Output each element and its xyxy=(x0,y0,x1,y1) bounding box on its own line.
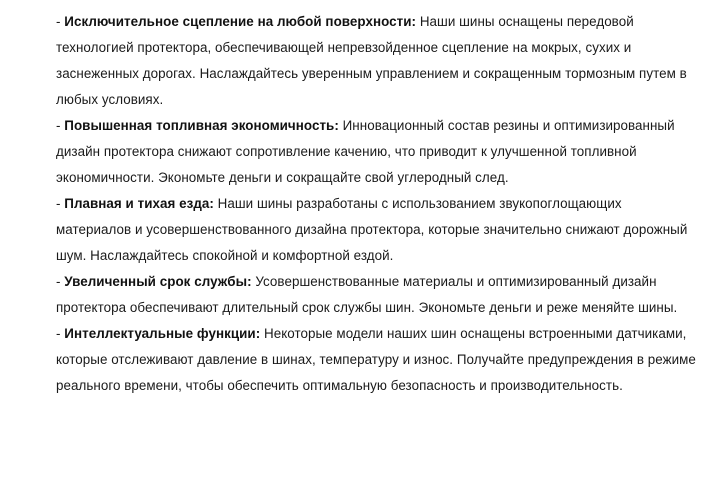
bullet-dash: - xyxy=(56,196,65,211)
feature-text: Усовершенствованные материалы и оптимизированный дизайн протектора обеспечивают длительный срок службы шин. Экономьте деньги и реже меняйте шины. xyxy=(56,274,678,315)
feature-title: Повышенная топливная экономичность: xyxy=(64,118,339,133)
feature-title: Увеличенный срок службы: xyxy=(64,274,252,289)
feature-item-quiet-ride xyxy=(56,191,700,269)
bullet-dash: - xyxy=(56,118,65,133)
feature-list xyxy=(56,9,700,399)
feature-item-smart-functions xyxy=(56,321,700,399)
feature-item-service-life xyxy=(56,269,700,321)
bullet-dash: - xyxy=(56,274,65,289)
bullet-dash: - xyxy=(56,326,65,341)
feature-text: Инновационный состав резины и оптимизированный дизайн протектора снижают сопротивление качению, что приводит к улучшенной топливной экономичности. Экономьте деньги и сокращайте свой углеродный след. xyxy=(56,118,675,185)
feature-item-fuel-economy xyxy=(56,113,700,191)
feature-item-grip xyxy=(56,9,700,113)
bullet-dash: - xyxy=(56,14,65,29)
feature-title: Исключительное сцепление на любой поверхности: xyxy=(64,14,417,29)
feature-text: Наши шины разработаны с использованием звукопоглощающих материалов и усовершенствованного дизайна протектора, которые значительно снижают дорожный шум. Наслаждайтесь спокойной и комфортной ездой. xyxy=(56,196,688,263)
feature-text: Наши шины оснащены передовой технологией протектора, обеспечивающей непревзойденное сцепление на мокрых, сухих и заснеженных дорогах. Наслаждайтесь уверенным управлением и сокращенным тормозным путем в любых условиях. xyxy=(56,14,687,107)
feature-title: Интеллектуальные функции: xyxy=(64,326,261,341)
feature-title: Плавная и тихая езда: xyxy=(64,196,214,211)
feature-text: Некоторые модели наших шин оснащены встроенными датчиками, которые отслеживают давление в шинах, температуру и износ. Получайте предупреждения в режиме реального времени, чтобы обеспечить оптимальную безопасность и производительность. xyxy=(56,326,696,393)
